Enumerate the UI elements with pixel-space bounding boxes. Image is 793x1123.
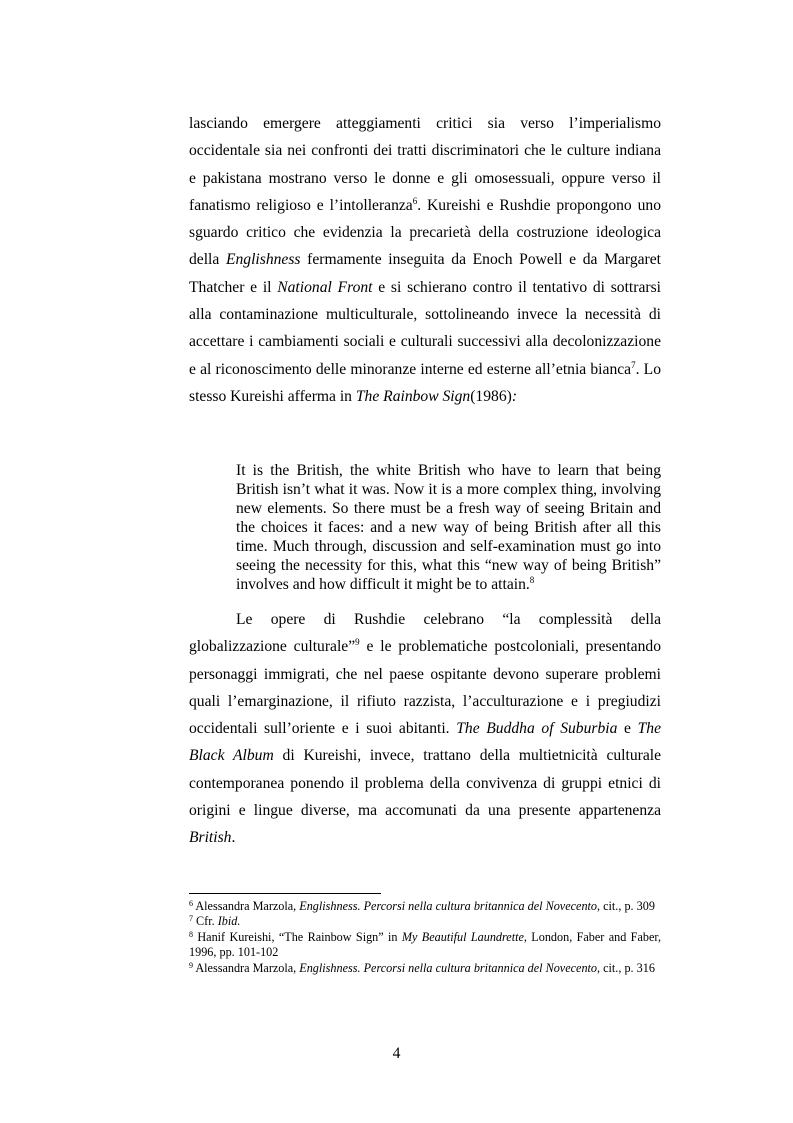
text-segment: di Kureishi, invece, trattano della multietnicità culturale contemporanea ponendo il problema della convivenza di gruppi etnici di origini e lingue diverse, ma accomunati da una presente appartenenza	[189, 747, 662, 820]
footnote-text: Hanif Kureishi, “The Rainbow Sign” in	[193, 929, 402, 944]
footnotes	[189, 899, 661, 976]
footnote-ref-9: 9	[355, 637, 360, 648]
footnote-title: My Beautiful Laundrette	[401, 929, 524, 944]
footnote-8	[189, 930, 661, 961]
footnote-6	[189, 899, 661, 914]
body-paragraph-2	[189, 606, 661, 852]
quote-text: It is the British, the white British who have to learn that being British isn’t what it was. Now it is a more complex thing, involving new elements. So there must be a fresh way of seeing Britain and the choices it faces: and a new way of being British after all this time. Much through, discussion and self-examination must go into seeing the necessity for this, what this “new way of being British” involves and how difficult it might be to attain.	[236, 462, 661, 593]
footnote-ref-6: 6	[412, 195, 418, 206]
block-quote	[236, 461, 661, 594]
footnote-ref-8: 8	[529, 575, 535, 585]
footnote-title: Ibid.	[217, 914, 241, 929]
text-segment: e	[617, 720, 638, 738]
footnote-text: Cfr.	[193, 914, 218, 929]
footnote-text: Alessandra Marzola,	[193, 960, 300, 975]
body-paragraph-1	[189, 110, 661, 410]
page-number: 4	[392, 1045, 401, 1062]
footnote-separator	[189, 893, 381, 894]
footnote-title: , Englishness. Percorsi nella cultura britannica del Novecento	[293, 899, 598, 913]
footnote-text: , London, Faber and Faber, 1996, pp. 101-102	[189, 929, 661, 960]
footnote-text: Alessandra Marzola	[193, 899, 294, 913]
italic-term: Englishness	[225, 251, 301, 269]
text-segment: . Kureishi e Rushdie propongono uno sguardo critico che evidenzia la precarietà della costruzione ideologica della	[189, 196, 661, 269]
text-segment: (1986)	[470, 387, 512, 405]
footnote-number: 8	[189, 929, 193, 939]
italic-term: National Front	[277, 278, 373, 296]
footnote-number: 9	[189, 960, 193, 970]
italic-title: The Black Album	[189, 720, 661, 765]
footnote-number: 6	[189, 899, 193, 908]
footnote-ref-7: 7	[631, 359, 636, 370]
text-segment: .	[231, 829, 236, 847]
text-segment: :	[511, 387, 518, 405]
footnote-7	[189, 914, 661, 929]
footnote-text: , cit., p. 316	[597, 960, 655, 975]
italic-title: The Buddha of Suburbia	[456, 720, 618, 738]
text-segment: fermamente inseguita da Enoch Powell e da Margaret Thatcher e il	[189, 251, 661, 296]
italic-term: British	[189, 829, 232, 847]
text-segment: e le problematiche postcoloniali, presentando personaggi immigrati, che nel paese ospitante devono superare problemi quali l’emarginazione, il rifiuto razzista, l’acculturazione e i pregiudizi occidentali sull’oriente e i suoi abitanti.	[189, 638, 661, 738]
footnote-9	[189, 961, 661, 976]
text-segment: . Lo stesso Kureishi afferma in	[189, 360, 662, 405]
text-segment: e si schierano contro il tentativo di sottrarsi alla contaminazione multiculturale, sottolineando invece la necessità di accettare i cambiamenti sociali e culturali successivi alla decolonizzazione e al riconoscimento delle minoranze interne ed esterne all’etnia bianca	[189, 278, 661, 378]
footnote-text: , cit., p. 309	[597, 899, 655, 913]
footnote-title: Englishness. Percorsi nella cultura britannica del Novecento	[299, 960, 598, 975]
text-segment: lasciando emergere atteggiamenti critici sia verso l’imperialismo occidentale sia nei confronti dei tratti discriminatori che le culture indiana e pakistana mostrano verso le donne e gli omosessuali, oppure verso il fanatismo religioso e l’intolleranza	[189, 115, 661, 214]
italic-title: The Rainbow Sign	[355, 387, 471, 405]
text-segment: Le opere di Rushdie celebrano “la complessità della globalizzazione culturale”	[189, 611, 661, 656]
footnote-number: 7	[189, 914, 193, 924]
